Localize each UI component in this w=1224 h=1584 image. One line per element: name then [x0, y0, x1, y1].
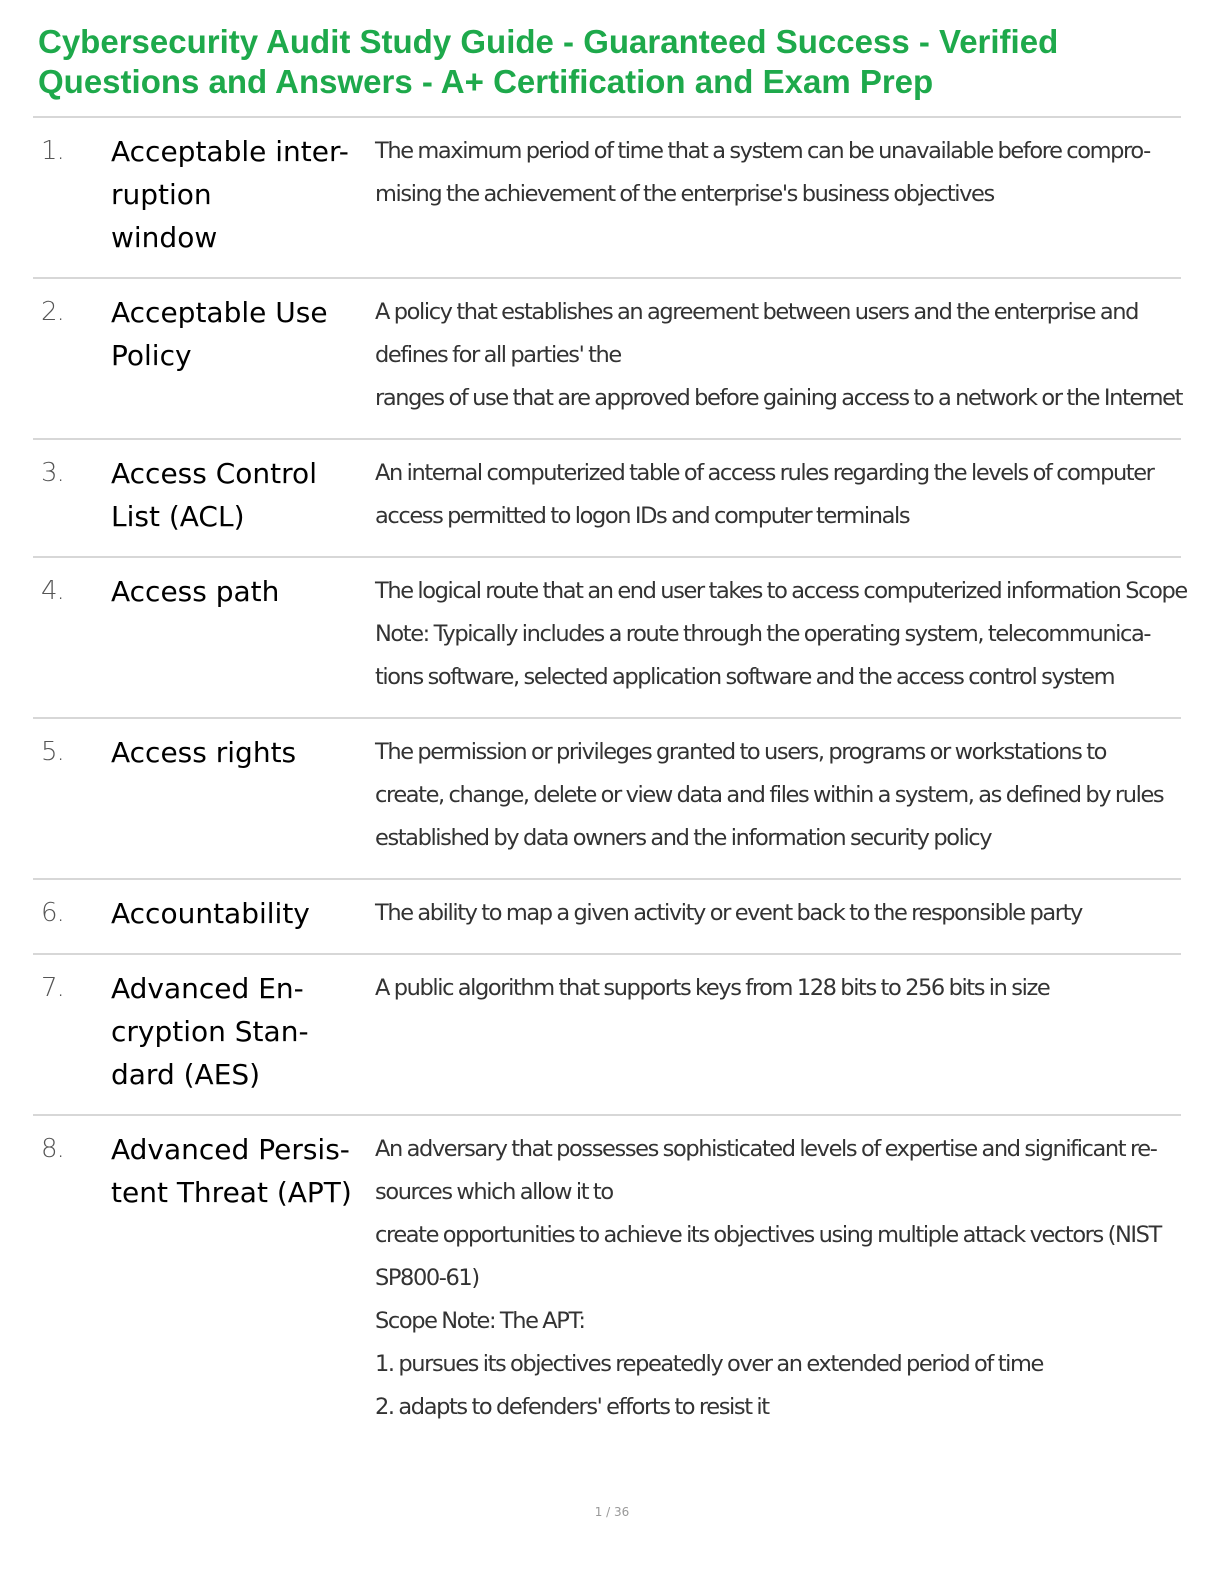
- entry-definition-line: 2. adapts to defenders' efforts to resist it: [375, 1394, 769, 1420]
- glossary-entry: [33, 880, 1181, 955]
- entry-number: 7.: [41, 973, 64, 1003]
- entry-term: [111, 892, 375, 935]
- entry-number: 2.: [41, 297, 64, 327]
- entry-term-line: window: [111, 221, 218, 254]
- glossary-entry: [33, 955, 1181, 1116]
- entry-definition-line: mising the achievement of the enterprise's business objectives: [375, 181, 994, 207]
- entry-definition-line: SP800-61): [375, 1265, 479, 1291]
- entry-term: [111, 967, 375, 1096]
- entry-definition-line: access permitted to logon IDs and computer terminals: [375, 503, 910, 529]
- entry-term: [111, 291, 375, 420]
- entry-number: 5.: [41, 737, 64, 767]
- glossary-entry: [33, 118, 1181, 279]
- entry-term-line: Access Control: [111, 457, 317, 490]
- entry-term-line: List (ACL): [111, 500, 245, 533]
- entry-definition-line: sources which allow it to: [375, 1179, 613, 1205]
- entry-definition: [375, 1128, 1181, 1429]
- entry-term-line: Policy: [111, 339, 192, 372]
- entry-term-line: cryption Stan-: [111, 1015, 309, 1048]
- entry-definition-line: Scope Note: The APT:: [375, 1308, 585, 1334]
- entry-definition-line: An adversary that possesses sophisticated levels of expertise and significant re-: [375, 1136, 1157, 1162]
- entry-definition-line: The logical route that an end user takes to access computerized information Scope: [375, 578, 1187, 604]
- glossary-entry: [33, 440, 1181, 558]
- entry-term: [111, 130, 375, 259]
- glossary-list: [33, 118, 1187, 1447]
- entry-term-line: Advanced En-: [111, 972, 304, 1005]
- glossary-entry: [33, 279, 1181, 440]
- entry-number: 8.: [41, 1134, 64, 1164]
- entry-term-line: Access path: [111, 575, 280, 608]
- glossary-entry: [33, 1116, 1181, 1447]
- entry-definition: [375, 731, 1181, 860]
- entry-definition-line: The ability to map a given activity or event back to the responsible party: [375, 900, 1082, 926]
- entry-definition: [375, 892, 1181, 935]
- entry-term-line: Advanced Persis-: [111, 1133, 350, 1166]
- entry-definition-line: A public algorithm that supports keys from 128 bits to 256 bits in size: [375, 975, 1050, 1001]
- entry-definition-line: 1. pursues its objectives repeatedly over an extended period of time: [375, 1351, 1043, 1377]
- entry-definition-line: ranges of use that are approved before gaining access to a network or the Internet: [375, 385, 1183, 411]
- entry-definition-line: create opportunities to achieve its objectives using multiple attack vectors (NIST: [375, 1222, 1161, 1248]
- page-number: 1 / 36: [594, 1505, 630, 1519]
- entry-definition-line: A policy that establishes an agreement between users and the enterprise and: [375, 299, 1138, 325]
- entry-definition-line: The maximum period of time that a system can be unavailable before compro-: [375, 138, 1150, 164]
- entry-term-line: dard (AES): [111, 1058, 261, 1091]
- entry-number: 1.: [41, 136, 64, 166]
- entry-definition: [375, 130, 1181, 259]
- entry-term-line: ruption: [111, 178, 212, 211]
- entry-definition-line: Note: Typically includes a route through the operating system, telecommunica-: [375, 621, 1151, 647]
- entry-term-line: Access rights: [111, 736, 297, 769]
- entry-definition: [375, 452, 1181, 538]
- entry-term: [111, 1128, 375, 1429]
- glossary-entry: [33, 558, 1187, 719]
- entry-definition-line: An internal computerized table of access rules regarding the levels of computer: [375, 460, 1154, 486]
- page-title: Cybersecurity Audit Study Guide - Guaranteed Success - Verified Questions and Answers - A+ Certification and Exam Prep: [38, 23, 1059, 100]
- entry-term-line: Accountability: [111, 897, 310, 930]
- entry-term-line: Acceptable inter-: [111, 135, 349, 168]
- entry-term: [111, 570, 375, 699]
- entry-term-line: tent Threat (APT): [111, 1176, 352, 1209]
- entry-definition: [375, 967, 1181, 1096]
- entry-term-line: Acceptable Use: [111, 296, 328, 329]
- entry-number: 3.: [41, 458, 64, 488]
- entry-number: 4.: [41, 576, 64, 606]
- entry-definition: [375, 570, 1187, 699]
- entry-definition: [375, 291, 1182, 420]
- entry-number: 6.: [41, 898, 64, 928]
- entry-definition-line: defines for all parties' the: [375, 342, 621, 368]
- entry-definition-line: The permission or privileges granted to users, programs or workstations to: [375, 739, 1106, 765]
- glossary-entry: [33, 719, 1181, 880]
- entry-term: [111, 452, 375, 538]
- entry-definition-line: create, change, delete or view data and files within a system, as defined by rules: [375, 782, 1164, 808]
- entry-definition-line: established by data owners and the information security policy: [375, 825, 992, 851]
- entry-term: [111, 731, 375, 860]
- entry-definition-line: tions software, selected application software and the access control system: [375, 664, 1115, 690]
